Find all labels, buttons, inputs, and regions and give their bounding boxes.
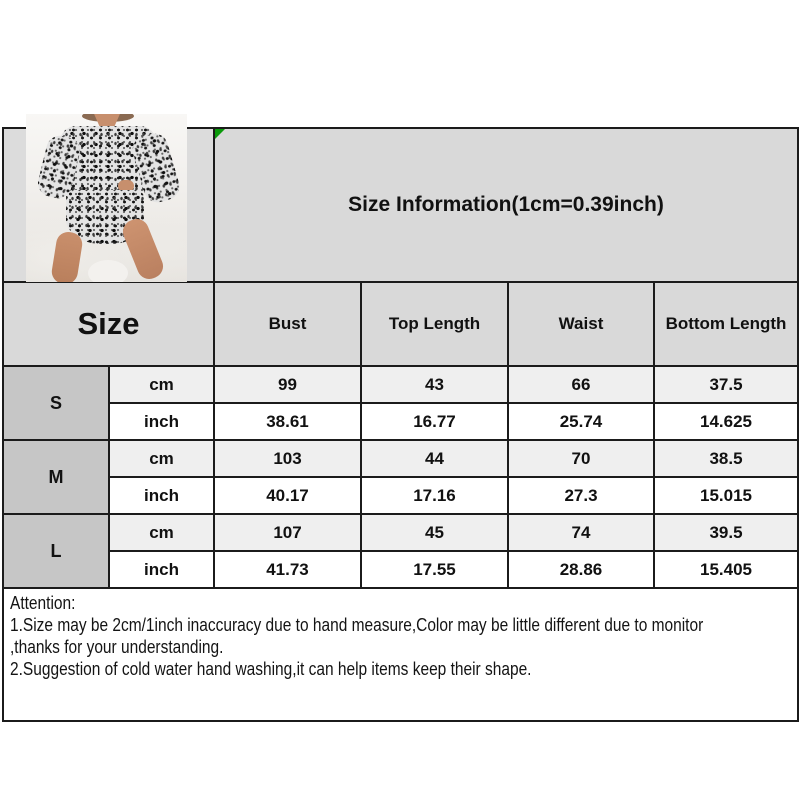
attention-line-2: ,thanks for your understanding. (10, 637, 224, 657)
size-chart-sheet (2, 127, 799, 722)
value-cell: 99 (215, 367, 360, 402)
value-cell: 70 (509, 441, 653, 476)
attention-heading: Attention: (10, 593, 76, 613)
value-cell: 66 (509, 367, 653, 402)
size-column-header: Size (4, 283, 213, 365)
size-information-title-cell (215, 129, 797, 281)
value-cell: 44 (362, 441, 507, 476)
size-label-l: L (4, 515, 108, 587)
unit-cell: cm (110, 441, 213, 476)
value-cell: 14.625 (655, 404, 797, 439)
attention-line-1: 1.Size may be 2cm/1inch inaccuracy due to hand measure,Color may be little different due to monitor (10, 615, 704, 635)
unit-cell: cm (110, 515, 213, 550)
column-header-waist: Waist (509, 283, 653, 365)
green-corner-marker-icon (215, 129, 225, 139)
value-cell: 15.015 (655, 478, 797, 513)
unit-cell: inch (110, 478, 213, 513)
value-cell: 38.61 (215, 404, 360, 439)
value-cell: 37.5 (655, 367, 797, 402)
value-cell: 43 (362, 367, 507, 402)
column-header-bust: Bust (215, 283, 360, 365)
product-photo (26, 114, 187, 282)
value-cell: 17.55 (362, 552, 507, 587)
value-cell: 107 (215, 515, 360, 550)
value-cell: 17.16 (362, 478, 507, 513)
value-cell: 45 (362, 515, 507, 550)
unit-cell: inch (110, 404, 213, 439)
model-leg-left (50, 230, 84, 282)
attention-box (4, 589, 797, 720)
attention-text (10, 592, 790, 680)
attention-line-3: 2.Suggestion of cold water hand washing,it can help items keep their shape. (10, 659, 532, 679)
value-cell: 25.74 (509, 404, 653, 439)
product-photo-cell (4, 129, 213, 281)
value-cell: 41.73 (215, 552, 360, 587)
value-cell: 15.405 (655, 552, 797, 587)
column-header-bottom-length: Bottom Length (655, 283, 797, 365)
unit-cell: cm (110, 367, 213, 402)
size-label-s: S (4, 367, 108, 439)
value-cell: 40.17 (215, 478, 360, 513)
sofa-cushion (88, 260, 128, 282)
value-cell: 16.77 (362, 404, 507, 439)
value-cell: 74 (509, 515, 653, 550)
column-header-top-length: Top Length (362, 283, 507, 365)
size-label-m: M (4, 441, 108, 513)
value-cell: 27.3 (509, 478, 653, 513)
unit-cell: inch (110, 552, 213, 587)
size-information-title: Size Information(1cm=0.39inch) (348, 193, 664, 216)
value-cell: 39.5 (655, 515, 797, 550)
value-cell: 38.5 (655, 441, 797, 476)
value-cell: 103 (215, 441, 360, 476)
value-cell: 28.86 (509, 552, 653, 587)
